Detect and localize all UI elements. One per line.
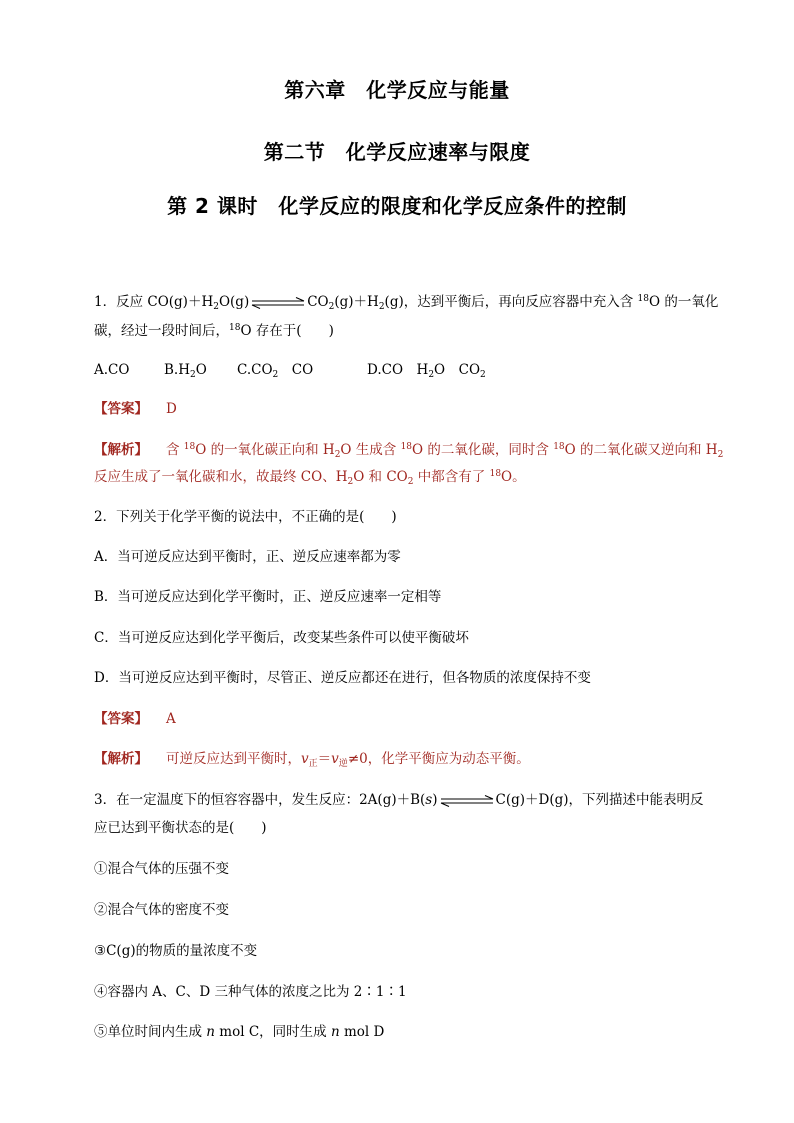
lesson-title: 第 2 课时 化学反应的限度和化学反应条件的控制 [167, 194, 627, 218]
q1-option-c: $C.CO_2$ CO [237, 362, 314, 380]
q2-option-d: D．当可逆反应达到平衡时，尽管正、逆反应都还在进行，但各物质的浓度保持不变 [94, 670, 591, 686]
q1-stem-line1: 1．反应 $CO(g)+H_2O(g)$ $CO_2(g)+H_2(g)$，达到平衡后，再向反应容器中充入含 $^{18}$O 的一氧化 [94, 294, 719, 312]
chapter-title: 第六章 化学反应与能量 [284, 78, 510, 102]
q2-option-a: A．当可逆反应达到平衡时，正、逆反应速率都为零 [94, 549, 401, 565]
q2-stem: 2．下列关于化学平衡的说法中，不正确的是( ) [94, 509, 397, 525]
q3-item-4: ④容器内 A、C、D 三种气体的浓度之比为 2∶1∶1 [94, 984, 407, 1000]
q1-stem-line2: 碳，经过一段时间后，$^{18}$O 存在于( ) [94, 323, 334, 339]
q2-option-c: C．当可逆反应达到化学平衡后，改变某些条件可以使平衡破坏 [94, 630, 469, 646]
q1-option-a: A.CO [94, 362, 130, 378]
q2-answer: 【答案】 A [94, 711, 176, 727]
q1-analysis-line1: 【解析】 含 $^{18}$O 的一氧化碳正向和 $H_2O$ 生成含 $^{18}$O 的二氧化碳，同时含 $^{18}$O 的二氧化碳又逆向和 $H_2$ [94, 442, 724, 460]
q3-stem-line1: 3．在一定温度下的恒容容器中，发生反应：2A(g)＋B(s) C(g)＋D(g)，下列描述中能表明反 [94, 792, 704, 808]
q3-item-5: ⑤单位时间内生成 n mol C，同时生成 n mol D [94, 1024, 385, 1040]
q1-answer: 【答案】 D [94, 401, 177, 417]
q2-option-b: B．当可逆反应达到化学平衡时，正、逆反应速率一定相等 [94, 589, 442, 605]
section-title: 第二节 化学反应速率与限度 [263, 140, 531, 164]
q3-item-2: ②混合气体的密度不变 [94, 902, 229, 918]
reversible-arrow-icon [251, 297, 305, 309]
reversible-arrow-icon [440, 795, 494, 807]
q3-item-1: ①混合气体的压强不变 [94, 861, 229, 877]
q3-item-3: ③C(g)的物质的量浓度不变 [94, 943, 258, 959]
q2-analysis: 【解析】 可逆反应达到平衡时，$v_正=v_逆\ne 0$，化学平衡应为动态平衡。 [94, 751, 530, 769]
q1-option-b: $B.H_2O$ [164, 362, 207, 380]
q1-option-d: D.CO $H_2O$ $CO_2$ [367, 362, 486, 380]
q1-analysis-line2: 反应生成了一氧化碳和水，故最终 CO、$H_2O$ 和 $CO_2$ 中都含有了 $^{18}$O。 [94, 469, 526, 487]
q3-stem-line2: 应已达到平衡状态的是( ) [94, 820, 267, 836]
